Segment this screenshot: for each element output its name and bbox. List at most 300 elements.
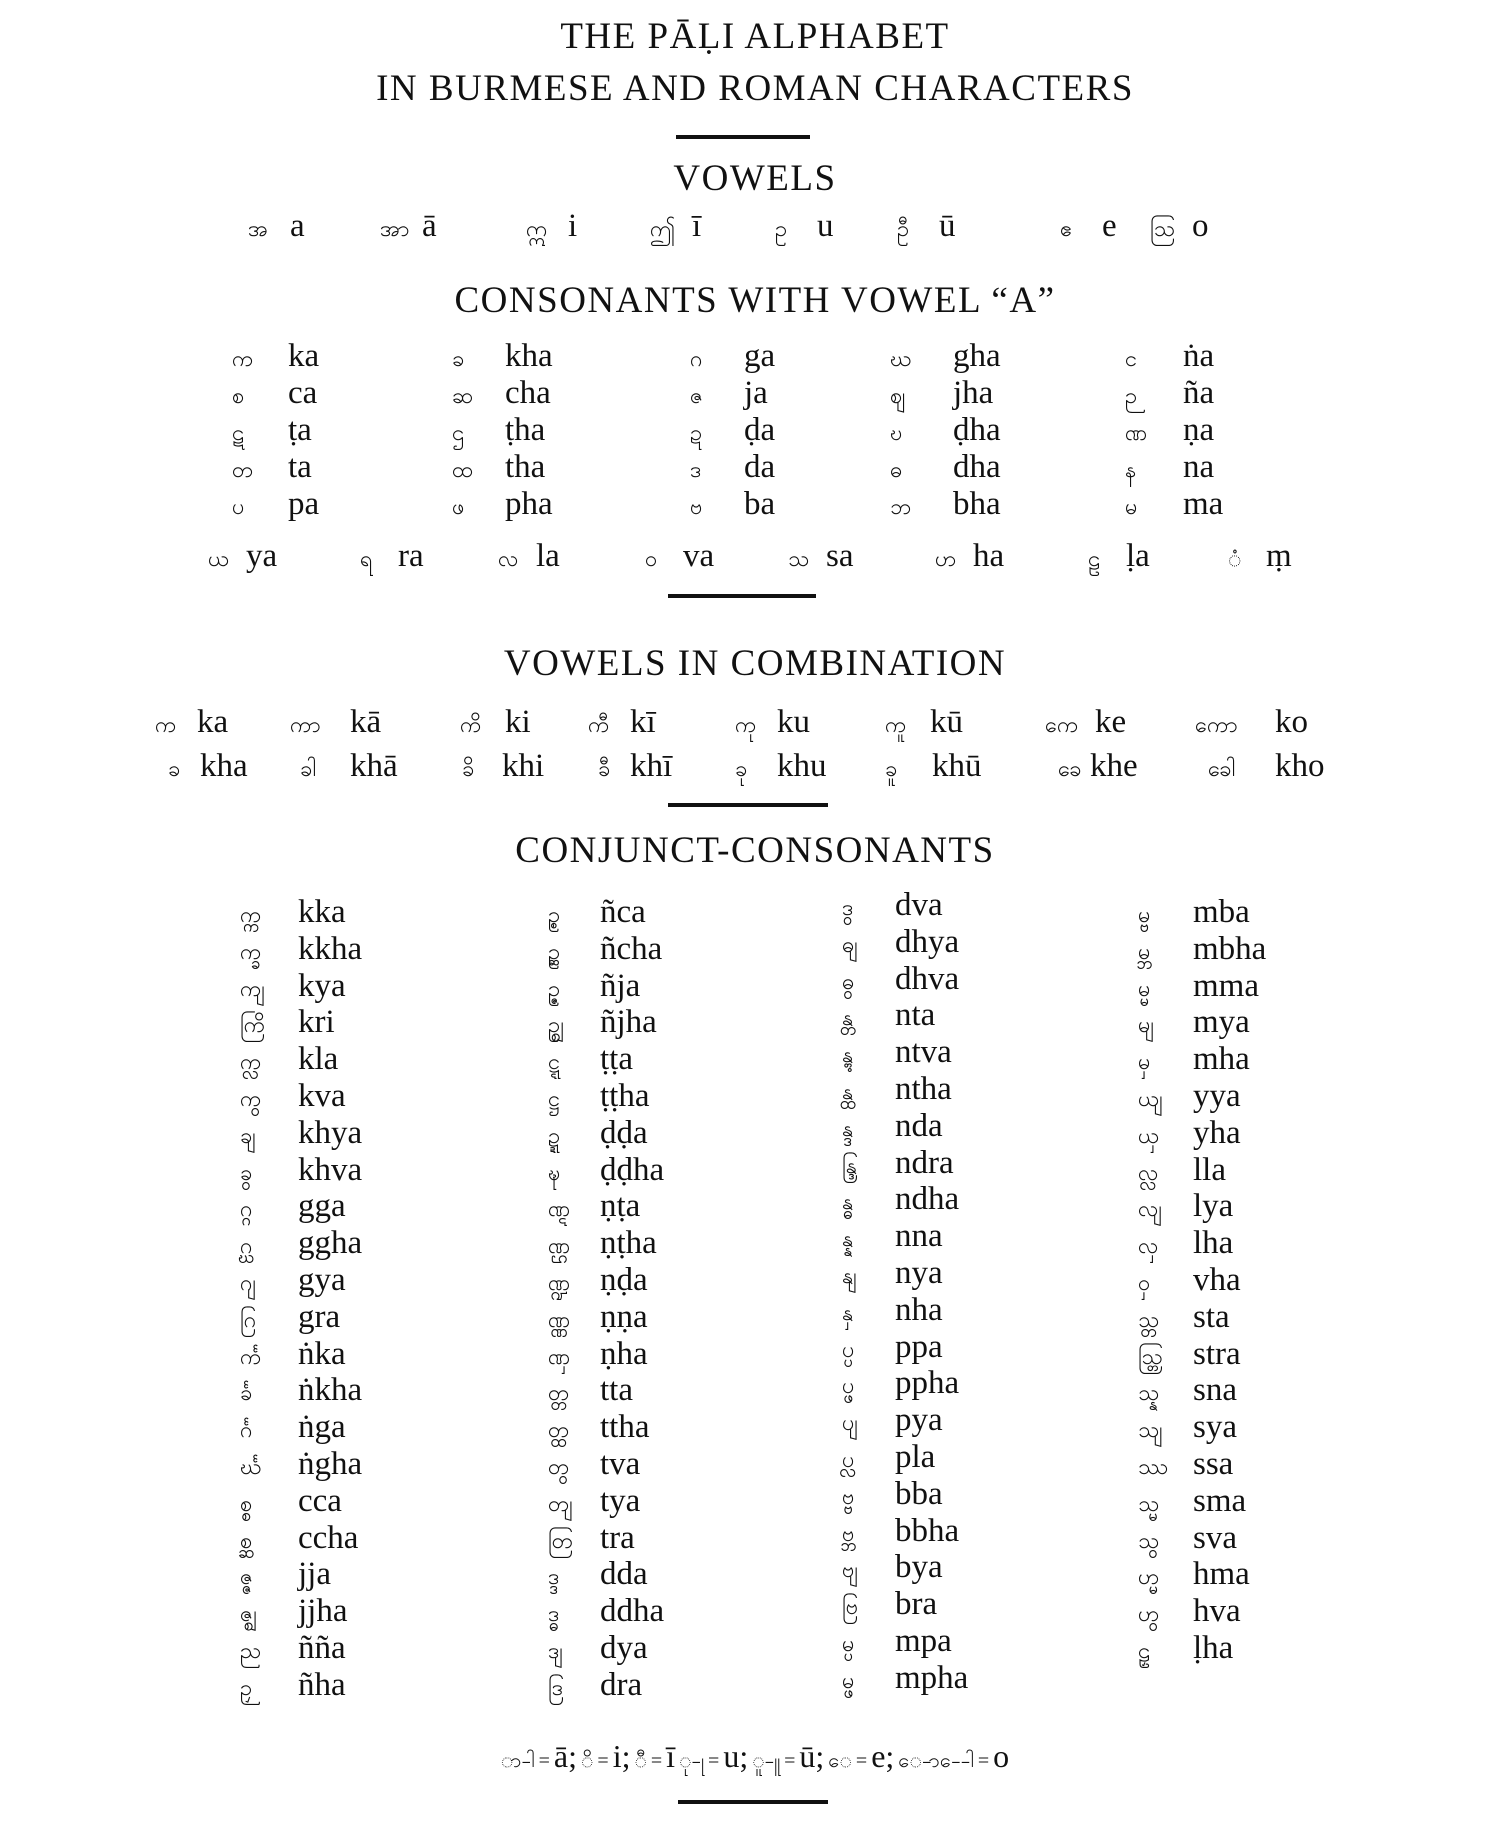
conjunct-burmese: ဗြ xyxy=(842,1594,859,1620)
conjunct-burmese: ယှ xyxy=(1138,1122,1160,1148)
conjunct-roman: ssa xyxy=(1193,1446,1234,1482)
combination-burmese: ခေ xyxy=(1058,756,1082,781)
consonant-roman: na xyxy=(1183,449,1215,485)
vowel-sign-burmese: ေ-ာ-ေ-ါ xyxy=(898,1750,974,1772)
conjunct-roman: kka xyxy=(298,894,346,930)
conjunct-burmese: န္တွ xyxy=(842,1042,854,1068)
conjunct-roman: nha xyxy=(895,1291,943,1328)
conjunct-burmese: လျ xyxy=(1138,1196,1163,1222)
conjunct-roman: ḷha xyxy=(1193,1630,1234,1666)
conjunct-burmese: မျ xyxy=(1138,1012,1155,1038)
conjunct-roman: hma xyxy=(1193,1556,1250,1593)
consonant-roman: ba xyxy=(744,486,776,522)
conjunct-roman: kya xyxy=(298,967,346,1004)
conjunct-roman: nta xyxy=(895,997,936,1034)
conjunct-roman: nna xyxy=(895,1218,943,1255)
conjunct-burmese: န္ဓ xyxy=(842,1189,854,1215)
combination-roman: khe xyxy=(1090,748,1138,784)
conjunct-burmese: ဿ xyxy=(1138,1454,1169,1479)
conjunct-roman: ñja xyxy=(600,967,641,1004)
conjunct-burmese: ဏ္ဋ xyxy=(548,1196,571,1222)
conjunct-burmese: တြ xyxy=(548,1527,574,1553)
conjunct-roman: ṅga xyxy=(298,1409,346,1446)
consonant-burmese: ံ xyxy=(1228,546,1242,571)
vowel-roman: ū xyxy=(939,208,956,244)
conjunct-roman: nda xyxy=(895,1107,943,1144)
conjunct-roman: ggha xyxy=(298,1225,363,1262)
consonant-roman: sa xyxy=(826,538,854,574)
vowel-sign-roman: u; xyxy=(723,1738,749,1774)
conjunct-roman: ntha xyxy=(895,1071,952,1107)
combination-burmese: ကော xyxy=(1195,712,1238,737)
conjunct-burmese: မ္ပ xyxy=(842,1631,855,1656)
conjunct-burmese: လ္လ xyxy=(1138,1159,1159,1185)
consonant-burmese: င xyxy=(1125,346,1138,371)
consonant-burmese: ဗ xyxy=(690,494,703,519)
conjunct-roman: dva xyxy=(895,887,943,923)
conjunct-roman: tra xyxy=(600,1519,635,1556)
conjunct-burmese: ဒြ xyxy=(548,1674,564,1700)
conjunct-roman: kva xyxy=(298,1078,346,1114)
conjunct-roman: stra xyxy=(1193,1335,1241,1372)
conjunct-burmese: ဟွ xyxy=(1138,1601,1160,1627)
conjunct-burmese: ဋ္ဋ xyxy=(548,1049,561,1075)
conjunct-roman: sta xyxy=(1193,1298,1230,1335)
consonant-roman: bha xyxy=(953,486,1001,522)
vowel-burmese: အ xyxy=(248,216,269,241)
conjunct-burmese: တ္တ xyxy=(548,1380,570,1406)
consonant-roman: ṭa xyxy=(288,412,312,448)
equals-sign: = xyxy=(538,1750,550,1772)
consonant-roman: pa xyxy=(288,486,320,522)
vowels-heading: VOWELS xyxy=(673,158,837,199)
conjunct-roman: khva xyxy=(298,1151,363,1188)
consonant-burmese: က xyxy=(232,346,254,371)
consonant-roman: cha xyxy=(505,375,551,411)
vowel-sign-roman: o xyxy=(993,1738,1010,1774)
conjunct-burmese: ချ xyxy=(240,1122,256,1148)
consonant-roman: ña xyxy=(1183,375,1215,411)
conjunct-roman: ṭṭa xyxy=(600,1041,633,1078)
conjunct-roman: mma xyxy=(1193,967,1259,1004)
conjunct-roman: ñcha xyxy=(600,930,663,967)
consonants-heading: CONSONANTS WITH VOWEL “A” xyxy=(454,280,1056,321)
consonant-burmese: ဈ xyxy=(890,383,906,408)
consonant-roman: ca xyxy=(288,375,318,411)
conjunct-roman: bra xyxy=(895,1586,938,1623)
combination-roman: kā xyxy=(350,704,382,740)
conjunct-burmese: သ္မ xyxy=(1138,1490,1160,1516)
conjunct-burmese: ဍ္ဍ xyxy=(548,1122,561,1148)
conjunct-roman: yha xyxy=(1193,1114,1241,1151)
consonant-roman: ra xyxy=(398,538,424,574)
consonant-roman: ka xyxy=(288,338,320,374)
combination-roman: ku xyxy=(777,704,810,740)
vowel-burmese: ဥ xyxy=(775,216,788,241)
conjunct-roman: ntva xyxy=(895,1034,952,1071)
conjunct-burmese: န္ဒ xyxy=(842,1115,854,1141)
conjunct-roman: sna xyxy=(1193,1372,1237,1409)
conjunct-roman: ppa xyxy=(895,1328,943,1365)
conjunct-roman: lla xyxy=(1193,1151,1226,1188)
combination-burmese: ခူ xyxy=(885,756,898,781)
consonant-roman: ṃ xyxy=(1266,538,1292,574)
consonant-roman: jha xyxy=(953,375,994,411)
conjunct-roman: ñña xyxy=(298,1630,346,1666)
combination-roman: ke xyxy=(1095,704,1127,740)
vowel-burmese: ဤ xyxy=(650,216,676,241)
consonant-roman: kha xyxy=(505,338,553,374)
conjunct-burmese: မ္ဗ xyxy=(1138,902,1151,927)
vowel-sign-roman: ū; xyxy=(799,1738,825,1774)
conjunct-burmese: ဉ္ဆ xyxy=(548,938,561,964)
vowel-burmese: ဦ xyxy=(897,216,910,241)
consonant-burmese: ဃ xyxy=(890,346,912,371)
conjunct-burmese: ယျ xyxy=(1138,1086,1163,1111)
conjunct-roman: ṭṭha xyxy=(600,1078,650,1114)
conjunct-burmese: ဒျ xyxy=(548,1638,563,1663)
conjunct-burmese: ကြိ xyxy=(240,1012,266,1038)
conjunct-burmese: ဒ္ဓ xyxy=(548,1601,560,1627)
conjunct-burmese: သ္န xyxy=(1138,1380,1160,1406)
consonant-burmese: ပ xyxy=(232,494,245,519)
conjunct-burmese: ဂ္ဃ xyxy=(240,1233,253,1259)
conjunct-burmese: ဂ္ဂ xyxy=(240,1196,253,1222)
consonant-roman: gha xyxy=(953,338,1001,374)
combination-roman: khā xyxy=(350,748,398,784)
vowel-roman: e xyxy=(1102,208,1117,244)
consonant-roman: da xyxy=(744,449,776,485)
conjunct-burmese: န္ဒြ xyxy=(842,1152,858,1178)
conjunct-burmese: ဒွ xyxy=(842,895,854,920)
conjunct-burmese: င်္က xyxy=(240,1343,262,1369)
conjunct-roman: mha xyxy=(1193,1041,1250,1078)
conjunct-burmese: စ္ဆ xyxy=(240,1527,253,1553)
conjunct-burmese: မ္ဖ xyxy=(842,1667,855,1693)
conjunct-roman: ṇṭa xyxy=(600,1188,641,1225)
consonant-roman: ya xyxy=(246,538,278,574)
consonant-roman: ga xyxy=(744,338,776,374)
vowel-sign-burmese: ာ-ါ xyxy=(500,1750,535,1772)
divider xyxy=(668,803,828,807)
consonant-roman: dha xyxy=(953,449,1001,485)
combination-burmese: ကူ xyxy=(885,712,907,737)
vowel-roman: ī xyxy=(692,208,702,244)
consonant-burmese: ဒ xyxy=(690,457,702,482)
conjunct-roman: dra xyxy=(600,1666,643,1703)
conjunct-burmese: သ္တ xyxy=(1138,1306,1160,1332)
consonant-burmese: ဓ xyxy=(890,457,903,482)
consonant-burmese: ယ xyxy=(208,546,230,571)
divider xyxy=(676,135,810,139)
conjunct-roman: ndra xyxy=(895,1144,954,1181)
conjunct-roman: sma xyxy=(1193,1482,1247,1519)
conjunct-roman: pla xyxy=(895,1439,936,1475)
conjunct-burmese: ပ္ဖ xyxy=(842,1373,855,1399)
conjunct-burmese: င်္ဃ xyxy=(240,1454,262,1479)
conjunct-roman: kkha xyxy=(298,930,363,967)
conjunct-roman: tta xyxy=(600,1372,633,1409)
vowel-sign-burmese: ု-ု xyxy=(679,1750,705,1772)
conjunct-roman: dda xyxy=(600,1556,648,1593)
combination-heading: VOWELS IN COMBINATION xyxy=(503,643,1007,684)
consonant-burmese: ဟ xyxy=(935,546,957,571)
consonant-burmese: ခ xyxy=(452,346,465,371)
consonant-burmese: န xyxy=(1125,457,1137,482)
consonant-burmese: တ xyxy=(232,457,254,482)
conjunct-roman: ṅgha xyxy=(298,1446,363,1482)
conjunct-burmese: ခွ xyxy=(240,1159,253,1185)
consonant-roman: ḍha xyxy=(953,412,1001,448)
conjunct-roman: mya xyxy=(1193,1004,1250,1041)
conjunct-roman: yya xyxy=(1193,1078,1241,1114)
conjunct-burmese: ဗ္ဗ xyxy=(842,1483,855,1509)
conjunct-burmese: န္န xyxy=(842,1226,854,1252)
combination-roman: ka xyxy=(197,704,229,740)
combination-roman: kū xyxy=(930,704,963,740)
consonant-burmese: ဎ xyxy=(890,420,903,445)
conjunct-roman: jjha xyxy=(298,1593,348,1630)
vowel-burmese: ဩ xyxy=(1150,216,1175,241)
conjunct-burmese: စ္စ xyxy=(240,1490,253,1516)
conjunct-burmese: ပျ xyxy=(842,1410,859,1436)
equals-sign: = xyxy=(977,1750,990,1772)
conjunct-burmese: ဉ္ဇ xyxy=(548,975,561,1001)
conjunct-burmese: ပ္လ xyxy=(842,1447,855,1472)
conjunct-roman: ñca xyxy=(600,894,646,930)
conjunct-burmese: ကွ xyxy=(240,1086,262,1111)
conjunct-burmese: နျ xyxy=(842,1263,857,1288)
consonant-burmese: သ xyxy=(788,546,810,571)
consonant-roman: ja xyxy=(744,375,768,411)
equals-sign: = xyxy=(855,1750,868,1772)
conjunct-roman: ṇḍa xyxy=(600,1262,648,1298)
vowel-sign-burmese: ေ xyxy=(828,1750,852,1772)
conjunct-roman: lya xyxy=(1193,1188,1234,1225)
consonant-burmese: ဝ xyxy=(645,546,658,571)
consonant-roman: ta xyxy=(288,449,312,485)
conjunct-burmese: ဒ္ဒ xyxy=(548,1564,560,1590)
combination-burmese: ကေ xyxy=(1045,712,1079,737)
equals-sign: = xyxy=(597,1750,609,1772)
vowel-roman: o xyxy=(1192,208,1209,244)
conjunct-roman: lha xyxy=(1193,1225,1234,1262)
conjunct-roman: ḍḍha xyxy=(600,1151,665,1188)
combination-roman: khū xyxy=(932,748,982,784)
conjunct-burmese: ဉှ xyxy=(240,1674,253,1700)
equals-sign: = xyxy=(708,1750,720,1772)
combination-roman: khī xyxy=(630,748,673,784)
conjunct-roman: ñjha xyxy=(600,1004,657,1041)
combination-roman: kī xyxy=(630,704,656,740)
conjunct-roman: ñha xyxy=(298,1666,346,1703)
conjunct-roman: pya xyxy=(895,1402,943,1439)
conjunct-burmese: ဋ္ဌ xyxy=(548,1086,560,1111)
consonant-roman: ṭha xyxy=(505,412,546,448)
divider xyxy=(668,594,816,598)
title-line-2: IN BURMESE AND ROMAN CHARACTERS xyxy=(376,68,1134,109)
combination-roman: ki xyxy=(505,704,531,740)
combination-burmese: ကီ xyxy=(588,712,610,737)
conjunct-burmese: င်္ဂ xyxy=(240,1417,253,1443)
vowel-sign-roman: ā; xyxy=(553,1738,577,1774)
conjunct-roman: mpha xyxy=(895,1659,969,1696)
consonant-burmese: ဍ xyxy=(690,420,703,445)
consonant-burmese: ဘ xyxy=(890,494,912,519)
conjunct-burmese: ဝှ xyxy=(1138,1270,1151,1295)
vowel-roman: u xyxy=(817,208,834,244)
conjunct-roman: kla xyxy=(298,1041,339,1078)
conjunct-roman: bya xyxy=(895,1549,943,1586)
consonant-burmese: စ xyxy=(232,383,245,408)
conjunct-roman: ṅka xyxy=(298,1335,346,1372)
consonant-burmese: လ xyxy=(498,546,519,571)
conjunct-burmese: ဓျ xyxy=(842,931,858,957)
conjuncts-heading: CONJUNCT-CONSONANTS xyxy=(515,830,995,871)
consonant-roman: ṇa xyxy=(1183,412,1215,448)
consonant-roman: ha xyxy=(973,538,1005,574)
consonant-roman: ḍa xyxy=(744,412,776,448)
conjunct-roman: cca xyxy=(298,1482,342,1519)
conjunct-roman: ḍḍa xyxy=(600,1114,648,1151)
conjunct-roman: ndha xyxy=(895,1181,960,1218)
conjunct-roman: mbha xyxy=(1193,930,1267,967)
conjunct-roman: ppha xyxy=(895,1365,960,1402)
combination-roman: kho xyxy=(1275,748,1325,784)
consonant-burmese: ဉ xyxy=(1125,383,1138,408)
vowel-burmese: ဧ xyxy=(1060,216,1073,241)
conjunct-burmese: န္ထ xyxy=(842,1079,854,1104)
consonant-burmese: ဌ xyxy=(452,420,465,445)
combination-burmese: ကာ xyxy=(290,712,321,737)
conjunct-burmese: ည xyxy=(240,1638,262,1663)
consonant-burmese: ထ xyxy=(452,457,474,482)
consonant-burmese: ဇ xyxy=(690,383,704,408)
conjunct-roman: mba xyxy=(1193,894,1250,930)
combination-roman: kha xyxy=(200,748,248,784)
combination-burmese: ကု xyxy=(735,712,757,737)
conjunct-burmese: က္က xyxy=(240,902,262,927)
vowel-sign-burmese: ီ xyxy=(634,1750,647,1772)
conjunct-burmese: မ္မ xyxy=(1138,975,1151,1001)
conjunct-burmese: ဉ္စ xyxy=(548,902,561,927)
consonant-burmese: မ xyxy=(1125,494,1138,519)
conjunct-burmese: တျ xyxy=(548,1490,573,1516)
conjunct-burmese: ဉ္ဈ xyxy=(548,1012,564,1038)
conjunct-burmese: သျ xyxy=(1138,1417,1163,1443)
combination-burmese: ခု xyxy=(735,756,748,781)
conjunct-roman: hva xyxy=(1193,1593,1241,1630)
vowel-sign-legend xyxy=(0,1738,1510,1777)
conjunct-roman: gra xyxy=(298,1298,341,1335)
conjunct-burmese: သွ xyxy=(1138,1527,1160,1553)
consonant-burmese: ဋ xyxy=(232,420,245,445)
conjunct-roman: dya xyxy=(600,1630,648,1666)
conjunct-burmese: မ္ဘ xyxy=(1138,938,1151,964)
vowel-roman: ā xyxy=(422,208,437,244)
conjunct-burmese: ဍ္ဎ xyxy=(548,1159,561,1185)
consonant-roman: la xyxy=(536,538,560,574)
conjunct-roman: khya xyxy=(298,1114,363,1151)
conjunct-roman: dhva xyxy=(895,960,960,997)
conjunct-burmese: ပ္ပ xyxy=(842,1336,855,1362)
vowel-roman: i xyxy=(568,208,578,244)
vowel-burmese: အာ xyxy=(380,216,410,241)
combination-burmese: က xyxy=(155,712,177,737)
conjunct-roman: vha xyxy=(1193,1262,1241,1298)
divider xyxy=(678,1800,828,1804)
conjunct-burmese: ဠှ xyxy=(1138,1638,1151,1663)
conjunct-burmese: နှ xyxy=(842,1299,854,1325)
conjunct-roman: jja xyxy=(298,1556,331,1593)
consonant-roman: ma xyxy=(1183,486,1224,522)
conjunct-roman: ṇṇa xyxy=(600,1298,648,1335)
conjunct-roman: bba xyxy=(895,1475,943,1512)
consonant-burmese: ဆ xyxy=(452,383,474,408)
conjunct-roman: sya xyxy=(1193,1409,1237,1446)
consonant-burmese: ရ xyxy=(360,546,373,571)
conjunct-roman: ṇha xyxy=(600,1335,648,1372)
vowel-sign-burmese: ူ-ူ xyxy=(752,1750,781,1772)
conjunct-burmese: ဏ္ဍ xyxy=(548,1270,571,1295)
conjunct-burmese: လှ xyxy=(1138,1233,1159,1259)
conjunct-roman: ṅkha xyxy=(298,1372,363,1409)
combination-burmese: ကိ xyxy=(460,712,482,737)
consonant-roman: ṅa xyxy=(1183,338,1215,374)
consonant-burmese: ဂ xyxy=(690,346,703,371)
conjunct-roman: ttha xyxy=(600,1409,650,1446)
conjunct-burmese: က္ခ xyxy=(240,938,262,964)
conjunct-roman: bbha xyxy=(895,1512,960,1549)
conjunct-roman: dhya xyxy=(895,923,960,960)
conjunct-burmese: ဓွ xyxy=(842,968,855,994)
consonant-burmese: ဏ xyxy=(1125,420,1148,445)
conjunct-burmese: က္လ xyxy=(240,1049,262,1075)
conjunct-burmese: ကျ xyxy=(240,975,266,1001)
consonant-roman: va xyxy=(683,538,715,574)
conjunct-burmese: တွ xyxy=(548,1454,570,1479)
vowel-burmese: ဣ xyxy=(526,216,548,241)
conjunct-burmese: ဏှ xyxy=(548,1343,571,1369)
conjunct-roman: sva xyxy=(1193,1519,1237,1556)
conjunct-burmese: ဗ္ဘ xyxy=(842,1520,855,1546)
conjunct-burmese: ဏ္ဏ xyxy=(548,1306,571,1332)
conjunct-burmese: တ္ထ xyxy=(548,1417,570,1443)
consonant-burmese: ဖ xyxy=(452,494,465,519)
conjunct-roman: mpa xyxy=(895,1623,952,1659)
conjunct-burmese: ဟ္မ xyxy=(1138,1564,1160,1590)
vowel-sign-roman: i; xyxy=(612,1738,631,1774)
equals-sign: = xyxy=(784,1750,796,1772)
conjunct-burmese: ဂြ xyxy=(240,1306,257,1332)
conjunct-burmese: ဇ္ဇ xyxy=(240,1564,254,1590)
conjunct-burmese: ဂျ xyxy=(240,1270,257,1295)
conjunct-burmese: သ္တြ xyxy=(1138,1343,1164,1369)
consonant-roman: tha xyxy=(505,449,546,485)
combination-burmese: ခေါ xyxy=(1208,756,1236,781)
conjunct-roman: nya xyxy=(895,1255,943,1291)
vowel-sign-roman: ī xyxy=(666,1738,676,1774)
vowel-roman: a xyxy=(290,208,305,244)
vowel-sign-burmese: ိ xyxy=(580,1750,594,1772)
combination-burmese: ခီ xyxy=(598,756,611,781)
title-line-1: THE PĀḶI ALPHABET xyxy=(560,16,950,57)
conjunct-burmese: ဏ္ဌ xyxy=(548,1233,571,1259)
conjunct-roman: ṇṭha xyxy=(600,1225,657,1262)
conjunct-roman: gya xyxy=(298,1262,346,1298)
consonant-roman: ḷa xyxy=(1126,538,1150,574)
conjunct-roman: kri xyxy=(298,1004,335,1041)
